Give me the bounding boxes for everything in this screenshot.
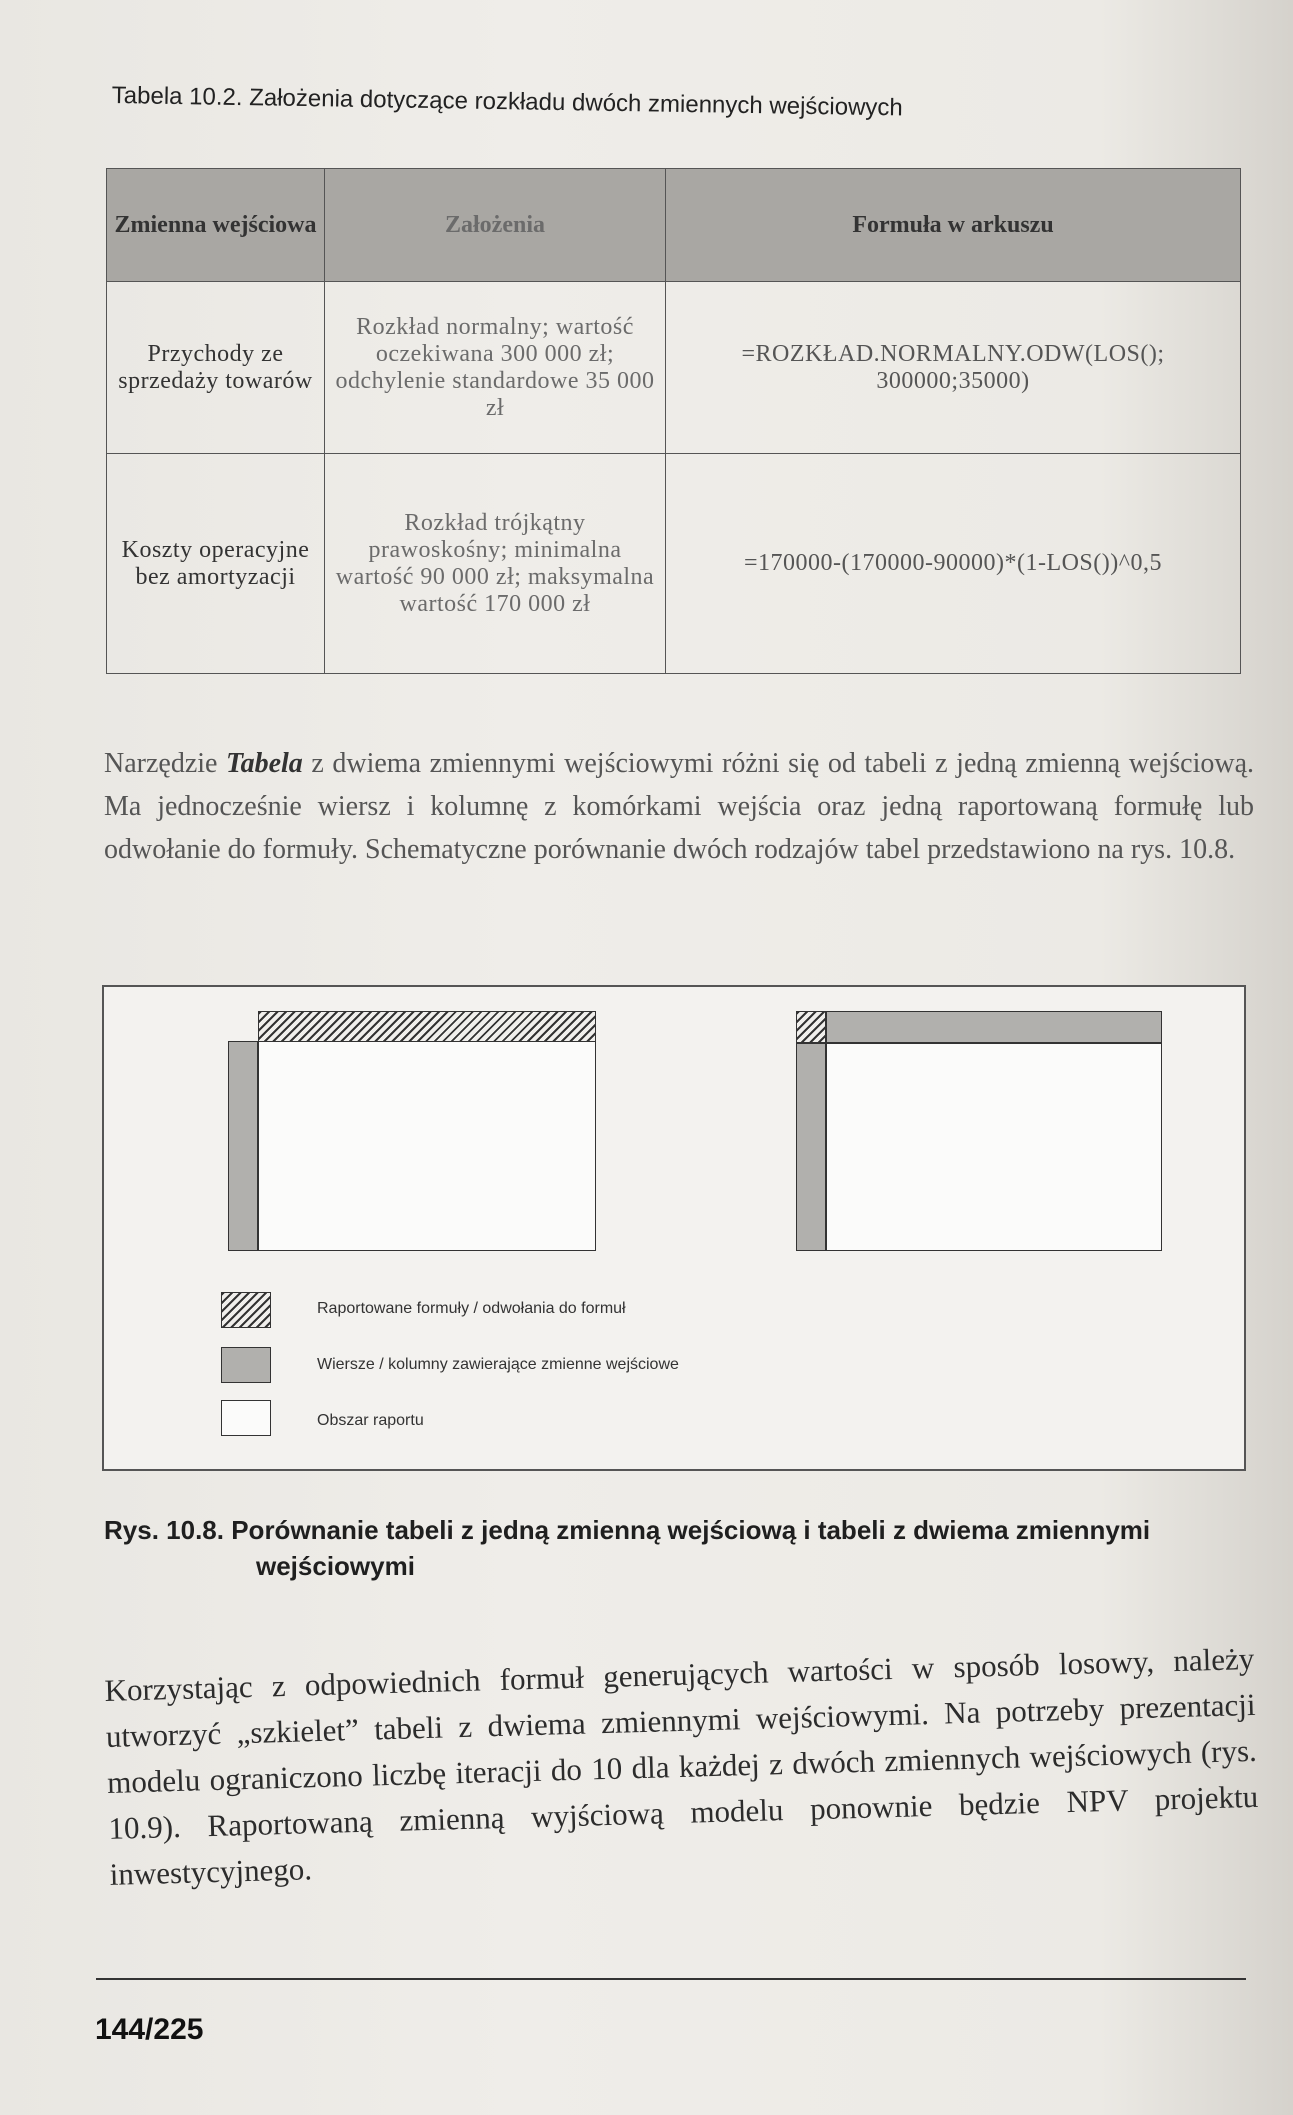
tool-name-emphasis: Tabela — [226, 748, 303, 779]
table-caption: Tabela 10.2. Założenia dotyczące rozkładu dwóch zmiennych wejściowych — [111, 82, 903, 122]
reported-formula-row — [258, 1011, 596, 1043]
row-variable: Przychody ze sprzedaży towarów — [107, 282, 325, 454]
legend-swatch-white — [221, 1400, 271, 1436]
table-row — [107, 282, 1241, 454]
reported-formula-cell — [796, 1011, 826, 1043]
row-assumptions: Rozkład normalny; wartość oczekiwana 300 000 zł; odchylenie standardowe 35 000 zł — [325, 282, 666, 454]
paragraph-tool-description — [104, 742, 1254, 871]
row-formula: =170000-(170000-90000)*(1-LOS())^0,5 — [666, 454, 1241, 674]
header-formula: Formuła w arkuszu — [666, 169, 1241, 282]
legend-label: Wiersze / kolumny zawierające zmienne wejściowe — [317, 1356, 679, 1373]
figure-number: Rys. 10.8. — [104, 1515, 224, 1545]
row-variable: Koszty operacyjne bez amortyzacji — [107, 454, 325, 674]
figure-table-comparison — [102, 985, 1246, 1471]
row-assumptions: Rozkład trójkątny prawoskośny; minimalna wartość 90 000 zł; maksymalna wartość 170 000 zł — [325, 454, 666, 674]
report-area — [258, 1041, 596, 1251]
legend-swatch-gray — [221, 1347, 271, 1383]
paragraph-text: Narzędzie — [104, 748, 227, 779]
header-assumptions: Założenia — [325, 169, 666, 282]
table-header-row — [107, 169, 1241, 282]
input-values-column — [228, 1041, 258, 1251]
page-number: 144/225 — [95, 2013, 204, 2046]
report-area — [826, 1043, 1162, 1251]
legend-swatch-hatched — [221, 1292, 271, 1328]
legend-label: Raportowane formuły / odwołania do formuł — [317, 1300, 626, 1317]
figure-caption — [104, 1512, 1254, 1584]
table-row — [107, 454, 1241, 674]
figure-caption-text: Porównanie tabeli z jedną zmienną wejściową i tabeli z dwiema zmiennymi — [231, 1515, 1151, 1545]
row-formula: =ROZKŁAD.NORMALNY.ODW(LOS(); 300000;35000) — [666, 282, 1241, 454]
header-variable: Zmienna wejściowa — [107, 169, 325, 282]
figure-caption-text: wejściowymi — [256, 1551, 415, 1581]
paragraph-skeleton: Korzystając z odpowiednich formuł generujących wartości w sposób losowy, należy utworzyć „szkielet” tabeli z dwiema zmiennymi wejściowymi. Na potrzeby prezentacji modelu ograniczono liczbę iteracji do 10 dla każdej z dwóch zmiennych wejściowych (rys. 10.9). Raportowaną zmienną wyjściową modelu ponownie będzie NPV projektu inwestycyjnego. — [104, 1640, 1259, 1892]
legend-label: Obszar raportu — [317, 1412, 424, 1429]
footer-divider — [96, 1978, 1246, 1980]
paragraph-text: z dwiema zmiennymi wejściowymi różni się od tabeli z jedną zmienną wejściową. Ma jednocześnie wiersz i kolumnę z komórkami wejścia oraz jedną raportowaną formułę lub odwołanie do formuły. Schematyczne porównanie dwóch rodzajów tabel przedstawiono na rys. 10.8. — [104, 748, 1254, 865]
input-values-row — [826, 1011, 1162, 1043]
input-values-column — [796, 1043, 826, 1251]
assumptions-table — [106, 168, 1241, 674]
